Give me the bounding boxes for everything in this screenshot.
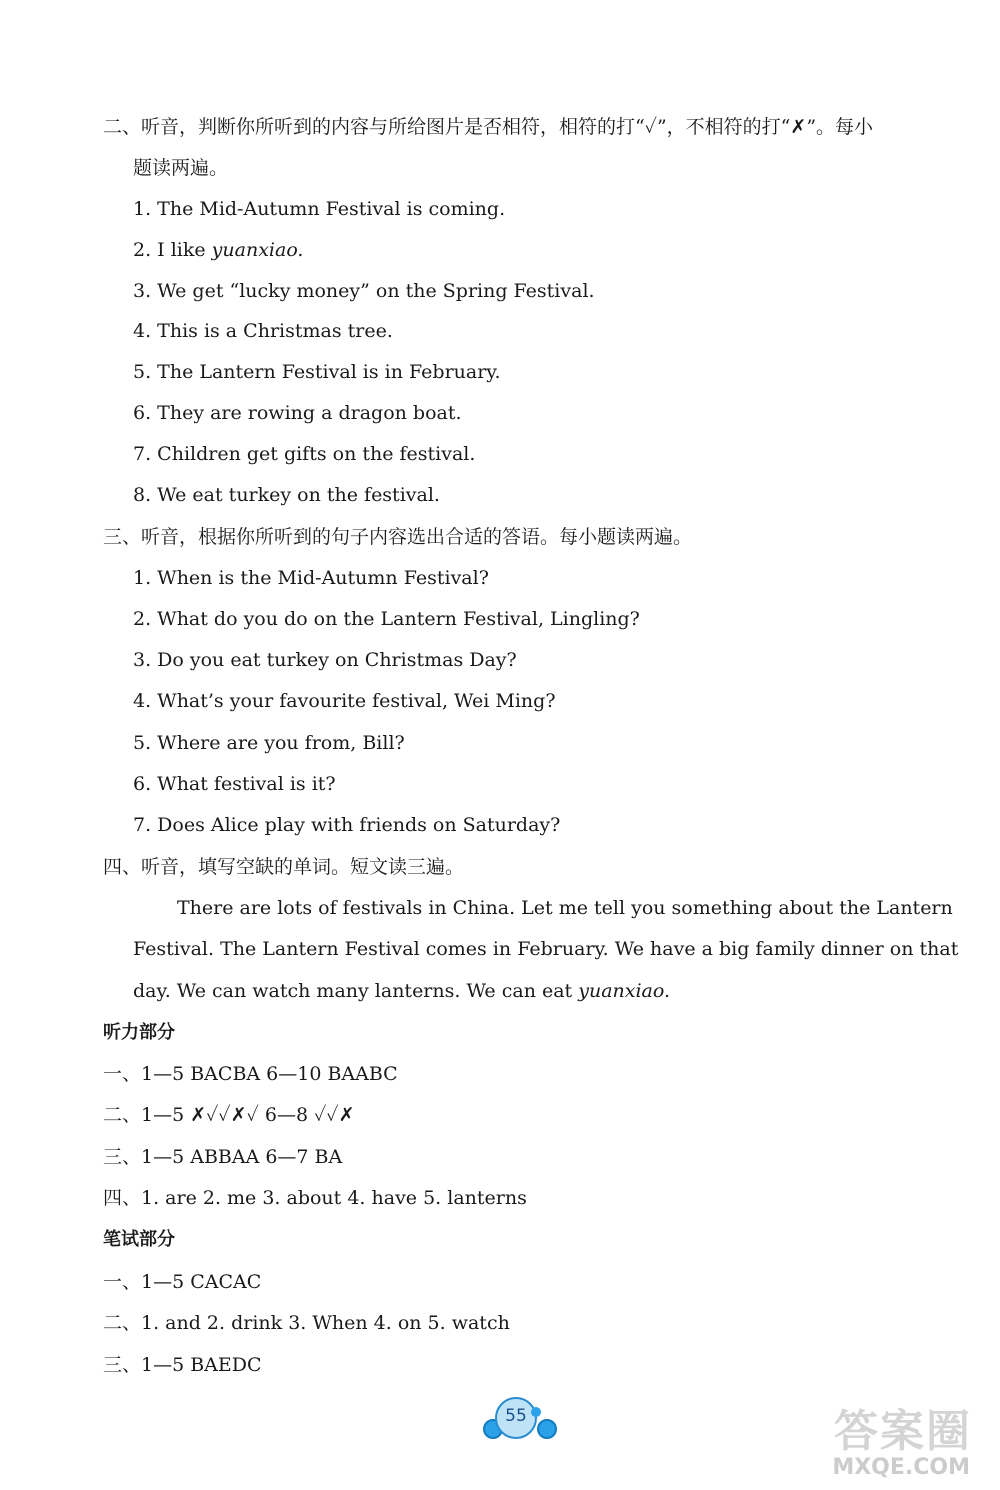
section3-item-1: 1. When is the Mid-Autumn Festival? <box>133 567 489 589</box>
written-answers-heading: 笔试部分 <box>103 1229 175 1250</box>
section3-item-6: 6. What festival is it? <box>133 773 336 795</box>
section2-title-line2: 题读两遍。 <box>133 157 229 179</box>
section4-title: 四、听音，填写空缺的单词。短文读三遍。 <box>103 856 465 878</box>
section2-item-2 <box>133 241 303 260</box>
section4-para-line1: There are lots of festivals in China. Let me tell you something about the Lantern <box>177 897 953 919</box>
listening-answer-line-3: 三、1—5 ABBAA 6—7 BA <box>103 1146 343 1168</box>
listening-answer-line-1: 一、1—5 BACBA 6—10 BAABC <box>103 1063 398 1085</box>
section3-item-3: 3. Do you eat turkey on Christmas Day? <box>133 649 517 671</box>
written-answer-line-1: 一、1—5 CACAC <box>103 1271 262 1293</box>
section2-item-1: 1. The Mid-Autumn Festival is coming. <box>133 198 506 220</box>
bubble-right-icon <box>537 1419 557 1439</box>
section3-item-2: 2. What do you do on the Lantern Festival, Lingling? <box>133 608 640 630</box>
section2-item-8: 8. We eat turkey on the festival. <box>133 484 440 506</box>
section4-para-line2: Festival. The Lantern Festival comes in February. We have a big family dinner on that <box>133 938 959 960</box>
written-answer-line-2: 二、1. and 2. drink 3. When 4. on 5. watch <box>103 1312 510 1334</box>
section2-title-line1: 二、听音，判断你所听到的内容与所给图片是否相符，相符的打“✓”，不相符的打“✗”。每小 <box>103 116 874 138</box>
listening-answer-line-4: 四、1. are 2. me 3. about 4. have 5. lanterns <box>103 1187 527 1209</box>
section2-item-7: 7. Children get gifts on the festival. <box>133 443 476 465</box>
section3-item-4: 4. What’s your favourite festival, Wei Ming? <box>133 690 556 712</box>
watermark <box>752 1395 982 1485</box>
section2-item-4: 4. This is a Christmas tree. <box>133 320 393 342</box>
page-number: 55 <box>505 1406 527 1426</box>
page-number-badge <box>483 1393 563 1443</box>
listening-answers-heading: 听力部分 <box>103 1022 175 1043</box>
section2-item-5: 5. The Lantern Festival is in February. <box>133 361 501 383</box>
watermark-logo: 答案圈 <box>834 1406 972 1457</box>
section4-para-line3 <box>133 982 670 1001</box>
section4-para-line3-text: day. We can watch many lanterns. We can eat <box>133 980 573 1002</box>
written-answer-line-3: 三、1—5 BAEDC <box>103 1354 262 1376</box>
section3-item-7: 7. Does Alice play with friends on Saturday? <box>133 814 561 836</box>
section2-item-6: 6. They are rowing a dragon boat. <box>133 402 462 424</box>
watermark-url: MXQE.COM <box>832 1455 970 1480</box>
section2-item-2-italic: yuanxiao. <box>211 239 304 261</box>
section4-para-italic: yuanxiao. <box>578 980 671 1002</box>
section2-item-3: 3. We get “lucky money” on the Spring Festival. <box>133 280 595 302</box>
section3-title: 三、听音，根据你所听到的句子内容选出合适的答语。每小题读两遍。 <box>103 526 693 548</box>
section2-item-2-text: 2. I like <box>133 239 206 261</box>
listening-answer-line-2: 二、1—5 ✗✓✓✗✓ 6—8 ✓✓✗ <box>103 1104 355 1126</box>
section3-item-5: 5. Where are you from, Bill? <box>133 732 405 754</box>
